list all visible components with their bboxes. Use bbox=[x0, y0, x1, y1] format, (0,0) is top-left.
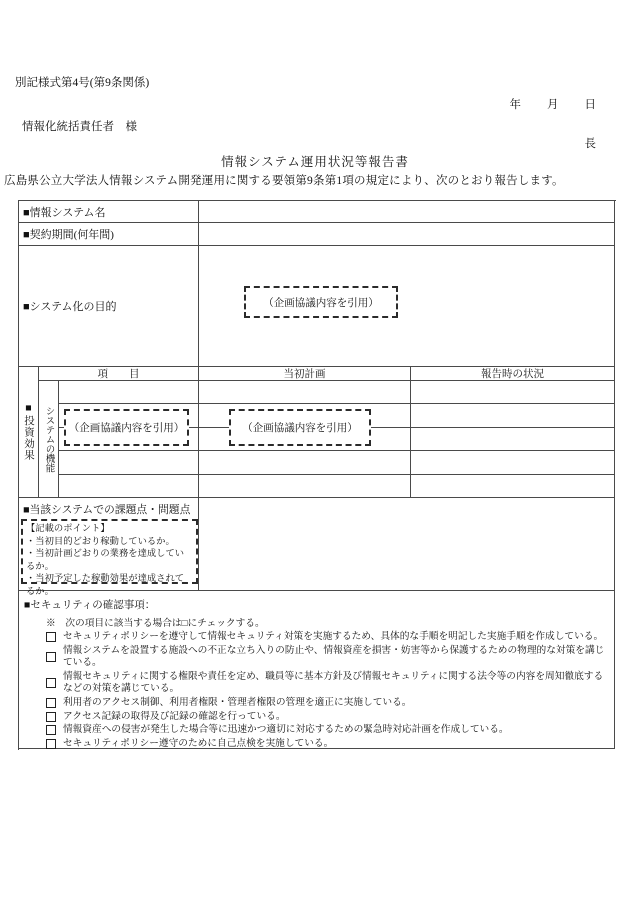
security-check-item bbox=[46, 711, 608, 724]
security-check-label: 情報システムを設置する施設への不正な立ち入りの防止や、情報資産を損害・妨害等から保護するための物理的な対策を講じている。 bbox=[63, 644, 605, 669]
checkbox-icon[interactable] bbox=[46, 698, 56, 708]
side-label-investment-effect bbox=[19, 367, 39, 498]
value-contract-period bbox=[199, 223, 615, 246]
security-check-item bbox=[46, 697, 608, 710]
value-system-purpose bbox=[199, 246, 615, 367]
security-section-title: ■セキュリティの確認事項： bbox=[24, 600, 156, 611]
value-issues bbox=[199, 498, 615, 591]
security-check-label: セキュリティポリシーを遵守して情報セキュリティ対策を実施するため、具体的な手順を明記した実施手順を作成している。 bbox=[63, 631, 604, 642]
grid-cell-plan-1 bbox=[199, 381, 411, 404]
grid-cell-status-4 bbox=[411, 451, 615, 475]
label-contract-period bbox=[19, 223, 199, 246]
grid-cell-status-5 bbox=[411, 475, 615, 498]
intro-text: 広島県公立大学法人情報システム開発運用に関する要領第9条第1項の規定により、次のとおり報告します。 bbox=[4, 175, 564, 187]
side-label-investment-effect-text: ■投資効果 bbox=[23, 403, 34, 461]
grid-cell-plan-4 bbox=[199, 451, 411, 475]
label-system-name bbox=[19, 201, 199, 223]
grid-item-placeholder-text: （企画協議内容を引用） bbox=[68, 423, 185, 434]
grid-plan-placeholder-text: （企画協議内容を引用） bbox=[242, 423, 358, 434]
value-system-name bbox=[199, 201, 615, 223]
sub-label-system-functions-text: システムの機能 bbox=[43, 405, 54, 473]
security-check-label: 情報セキュリティに関する権限や責任を定め、職員等に基本方針及び情報セキュリティに関する法令等の内容を周知徹底するなどの対策を講じている。 bbox=[63, 670, 604, 695]
security-check-item bbox=[46, 671, 608, 696]
security-check-item bbox=[46, 645, 608, 670]
security-check-item bbox=[46, 724, 608, 737]
security-check-label: セキュリティポリシー遵守のために自己点検を実施している。 bbox=[63, 737, 334, 749]
checkbox-icon[interactable] bbox=[46, 725, 56, 735]
security-check-item bbox=[46, 738, 608, 751]
grid-item-placeholder-box bbox=[64, 409, 189, 446]
label-issues bbox=[19, 498, 199, 597]
purpose-placeholder-box bbox=[244, 286, 398, 318]
grid-header-initial-plan bbox=[199, 367, 411, 381]
sender-title: 長 bbox=[584, 138, 596, 150]
security-check-instruction: ※ 次の項目に該当する場合は□にチェックする。 bbox=[46, 618, 265, 629]
addressee: 情報化統括責任者 様 bbox=[22, 121, 137, 133]
issues-note-item: ・当初目的どおり稼動しているか。 bbox=[26, 536, 175, 547]
checkbox-icon[interactable] bbox=[46, 652, 56, 662]
grid-plan-placeholder-box bbox=[229, 409, 371, 446]
grid-cell-status-2 bbox=[411, 404, 615, 428]
label-system-name-text: ■情報システム名 bbox=[23, 206, 106, 219]
security-check-item bbox=[46, 631, 608, 644]
checkbox-icon[interactable] bbox=[46, 678, 56, 688]
security-section bbox=[19, 591, 615, 749]
grid-cell-plan-5 bbox=[199, 475, 411, 498]
grid-cell-item-4 bbox=[59, 451, 199, 475]
report-table bbox=[18, 200, 616, 750]
security-check-label: アクセス記録の取得及び記録の確認を行っている。 bbox=[63, 710, 286, 722]
security-check-label: 情報資産への侵害が発生した場合等に迅速かつ適切に対応するための緊急時対応計画を作成している。 bbox=[63, 724, 509, 736]
grid-cell-status-1 bbox=[411, 381, 615, 404]
grid-header-item-text: 項 目 bbox=[97, 369, 140, 380]
grid-header-initial-plan-text: 当初計画 bbox=[283, 369, 326, 380]
label-system-purpose bbox=[19, 246, 199, 367]
sub-label-system-functions bbox=[39, 381, 59, 498]
date-line: 年 月 日 bbox=[509, 99, 597, 111]
checkbox-icon[interactable] bbox=[46, 632, 56, 642]
purpose-placeholder-text: （企画協議内容を引用） bbox=[263, 297, 379, 309]
security-check-label: 利用者のアクセス制御、利用者権限・管理者権限の管理を適正に実施している。 bbox=[63, 696, 412, 708]
checkbox-icon[interactable] bbox=[46, 712, 56, 722]
grid-cell-item-5 bbox=[59, 475, 199, 498]
issues-note-box bbox=[21, 519, 198, 597]
grid-header-item bbox=[39, 367, 199, 381]
document-title: 情報システム運用状況等報告書 bbox=[221, 155, 409, 169]
issues-note-item: ・当初予定した稼動効果が達成されてるか。 bbox=[26, 574, 185, 597]
grid-cell-status-3 bbox=[411, 428, 615, 451]
form-number: 別記様式第4号(第9条関係) bbox=[15, 77, 150, 89]
checkbox-icon[interactable] bbox=[46, 739, 56, 749]
grid-cell-item-1 bbox=[59, 381, 199, 404]
issues-note-title: 【記載のポイント】 bbox=[26, 524, 110, 534]
grid-header-status-at-report-text: 報告時の状況 bbox=[481, 369, 544, 380]
label-system-purpose-text: ■システム化の目的 bbox=[23, 301, 117, 313]
issues-note-item: ・当初計画どおりの業務を達成しているか。 bbox=[26, 549, 185, 572]
label-issues-text: ■当該システムでの課題点・問題点 bbox=[23, 504, 191, 516]
grid-header-status-at-report bbox=[411, 367, 615, 381]
label-contract-period-text: ■契約期間(何年間) bbox=[23, 229, 114, 241]
